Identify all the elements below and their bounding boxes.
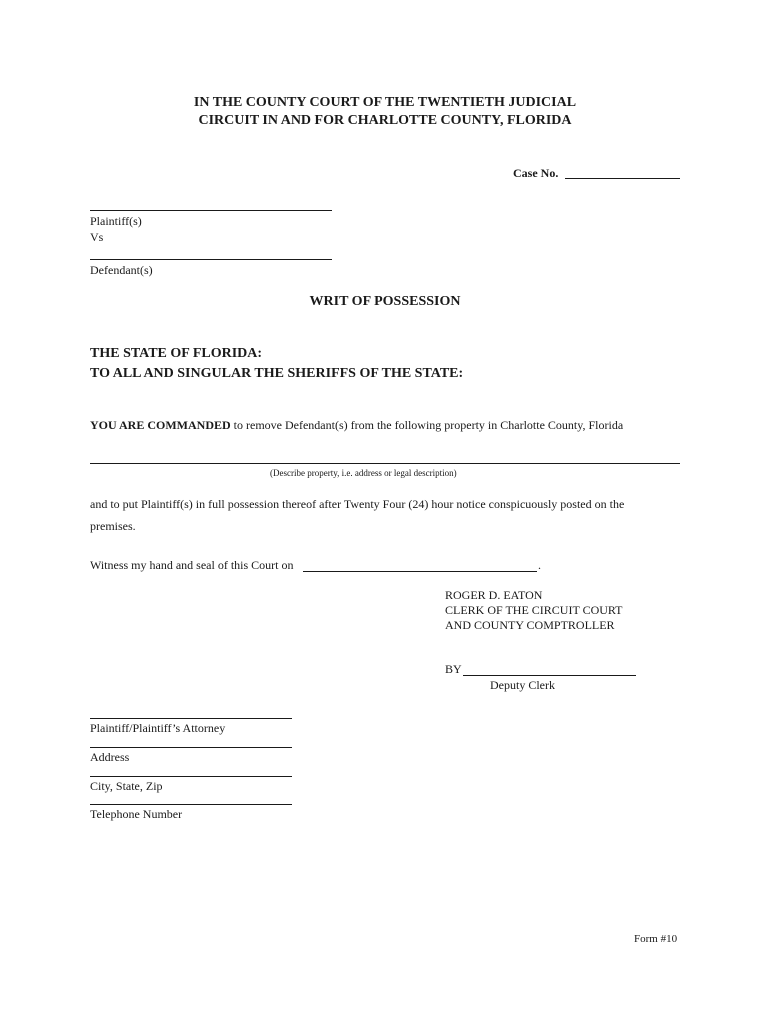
deputy-signature-field[interactable] <box>463 675 636 676</box>
property-hint: (Describe property, i.e. address or legal description) <box>270 468 457 478</box>
attorney-address-label: Address <box>90 750 130 764</box>
clerk-title-line1: CLERK OF THE CIRCUIT COURT <box>445 603 623 617</box>
by-label: BY <box>445 662 462 676</box>
witness-date-field[interactable] <box>303 571 537 572</box>
possession-text-line1: and to put Plaintiff(s) in full possession thereof after Twenty Four (24) hour notice conspicuously posted on the <box>90 497 625 511</box>
plaintiff-name-field[interactable] <box>90 210 332 211</box>
clerk-name: ROGER D. EATON <box>445 588 543 602</box>
defendant-name-field[interactable] <box>90 259 332 260</box>
property-description-field[interactable] <box>90 463 680 464</box>
possession-text-line2: premises. <box>90 519 136 533</box>
attorney-name-field[interactable] <box>90 718 292 719</box>
attorney-phone-label: Telephone Number <box>90 807 183 821</box>
plaintiff-label: Plaintiff(s) <box>90 214 142 228</box>
command-bold-text: YOU ARE COMMANDED <box>90 418 231 432</box>
document-title: WRIT OF POSSESSION <box>309 294 461 309</box>
attorney-city-field[interactable] <box>90 776 292 777</box>
case-number-label: Case No. <box>513 166 559 180</box>
address-line1: THE STATE OF FLORIDA: <box>90 346 263 361</box>
defendant-label: Defendant(s) <box>90 263 153 277</box>
clerk-title-line2: AND COUNTY COMPTROLLER <box>445 618 615 632</box>
attorney-address-field[interactable] <box>90 747 292 748</box>
command-paragraph <box>90 418 623 433</box>
court-heading-line2: CIRCUIT IN AND FOR CHARLOTTE COUNTY, FLORIDA <box>198 113 572 128</box>
court-heading-line1: IN THE COUNTY COURT OF THE TWENTIETH JUDICIAL <box>193 95 577 110</box>
witness-period: . <box>538 558 541 572</box>
command-text: to remove Defendant(s) from the following property in Charlotte County, Florida <box>230 418 624 432</box>
form-number: Form #10 <box>634 933 678 945</box>
attorney-name-label: Plaintiff/Plaintiff’s Attorney <box>90 721 226 735</box>
case-number-field[interactable] <box>565 178 680 179</box>
deputy-clerk-label: Deputy Clerk <box>490 678 555 692</box>
versus-label: Vs <box>90 230 104 244</box>
address-line2: TO ALL AND SINGULAR THE SHERIFFS OF THE STATE: <box>90 366 464 381</box>
attorney-city-label: City, State, Zip <box>90 779 163 793</box>
attorney-phone-field[interactable] <box>90 804 292 805</box>
witness-text: Witness my hand and seal of this Court on <box>90 558 294 572</box>
